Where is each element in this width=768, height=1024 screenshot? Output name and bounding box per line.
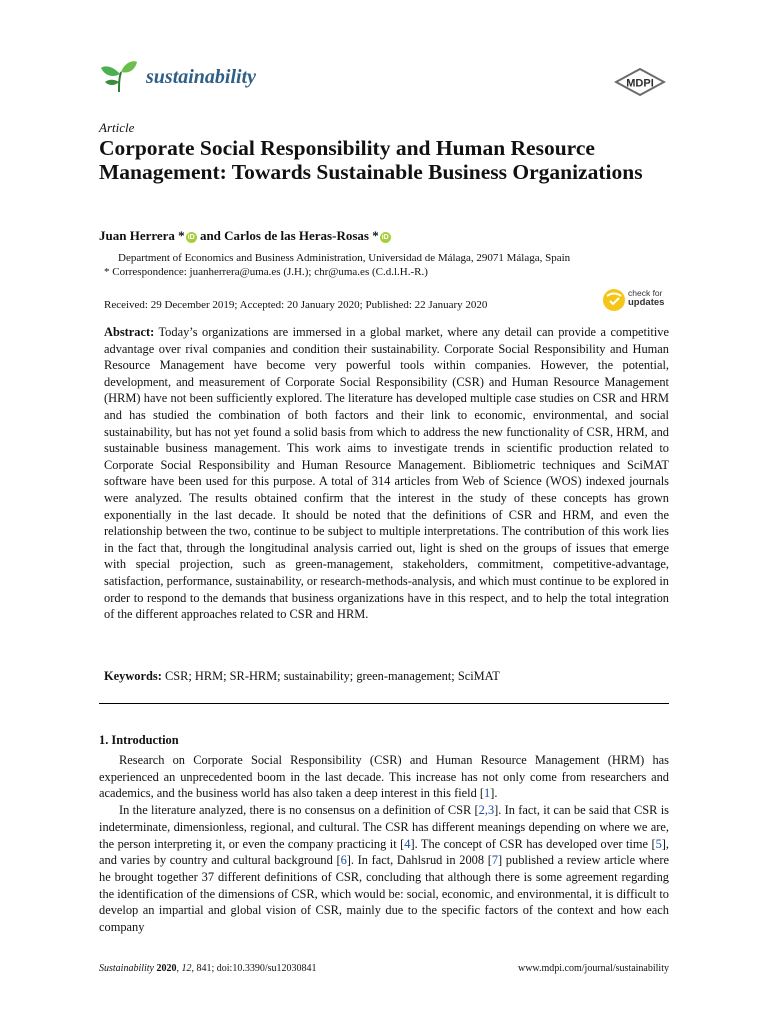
orcid-icon[interactable]: iD bbox=[187, 234, 195, 241]
check-updates-line1: check for bbox=[628, 288, 663, 298]
check-updates-icon bbox=[602, 288, 626, 312]
check-updates-line2: updates bbox=[628, 297, 665, 308]
section-heading: 1. Introduction bbox=[99, 733, 179, 747]
abstract-text: Today’s organizations are immersed in a global market, where any detail can provide a competitive advantage over rival companies and condition their sustainability. Corporate Social Responsibility and Human Resource Management have become very powerful tools within companies. However, the potential, development, and measurement of Corporate Social Responsibility (CSR) and Human Resource Management (HRM) have not been sufficiently explored. The literature has developed multiple case studies on CSR and HRM and has studied the combination of both factors and their link to economic, environmental, and social sustainability, but has not yet found a solid basis from which to address the new functionality of CSR, HRM, and sustainable business management. This work aims to investigate trends in scientific production related to Corporate Social Responsibility and Human Resource Management. Bibliometric techniques and SciMAT software have been used for this purpose. A total of 314 articles from Web of Science (WOS) indexed journals were analyzed. The results obtained confirm that the interest in the study of these concepts has grown exponentially in the last decade. It should be noted that the definitions of CSR and HRM, and even the relationship between the two, continue to be subject to multiple interpretations. The contribution of this work lies in the fact that, through the longitudinal analysis carried out, light is shed on the groups of issues that emerge with special projection, such as green-management, stakeholders, commitment, competitive-advantage, satisfaction, performance, sustainability, or research-methods-analysis, and which must continue to be explored in order to respond to the demands that business organizations have in this respect, and to help the total integration of the different approaches related to CSR and HRM. bbox=[104, 325, 669, 622]
divider bbox=[99, 703, 669, 704]
paragraph: In the literature analyzed, there is no consensus on a definition of CSR [2,3]. In fact, it can be said that CSR is indeterminate, dimensionless, regional, and cultural. The CSR has different meanings depending on where we are, the person interpreting it, or even the company practicing it [4]. The concept of CSR has developed over time [5], and varies by country and cultural background [6]. In fact, Dahlsrud in 2008 [7] published a review article where he brought together 37 different definitions of CSR, concluding that although there is some agreement regarding the identification of the dimensions of CSR, which would be: social, economic, and environmental, it is difficult to develop an impartial and global vision of CSR, mainly due to the specific factors of the context and how each company bbox=[99, 803, 670, 935]
abstract bbox=[104, 324, 669, 623]
publisher-name: MDPI bbox=[626, 77, 654, 90]
check-for-updates-badge[interactable] bbox=[602, 286, 672, 314]
publication-dates: Received: 29 December 2019; Accepted: 20 January 2020; Published: 22 January 2020 bbox=[104, 299, 488, 311]
author-list bbox=[99, 228, 391, 244]
citation-link[interactable]: 1 bbox=[484, 786, 491, 801]
sustainability-logo-icon bbox=[99, 60, 139, 94]
citation-link[interactable]: 6 bbox=[340, 853, 347, 868]
citation-link[interactable]: 2,3 bbox=[478, 803, 495, 818]
article-type: Article bbox=[99, 120, 135, 135]
keywords-text: CSR; HRM; SR-HRM; sustainability; green-management; SciMAT bbox=[164, 669, 500, 683]
abstract-label: Abstract: bbox=[104, 325, 155, 339]
author-2: and Carlos de las Heras-Rosas * bbox=[199, 228, 379, 243]
mdpi-logo-icon bbox=[614, 68, 666, 98]
footer-citation: Sustainability 2020, 12, 841; doi:10.3390/su12030841 bbox=[99, 963, 317, 974]
footer-url[interactable]: www.mdpi.com/journal/sustainability bbox=[517, 963, 669, 974]
orcid-icon[interactable]: iD bbox=[381, 234, 389, 241]
article-title: Corporate Social Responsibility and Human Resource Management: Towards Sustainable Business Organizations bbox=[99, 136, 643, 184]
citation-link[interactable]: 5 bbox=[655, 836, 662, 851]
keywords-label: Keywords: bbox=[104, 669, 162, 683]
paragraph: Research on Corporate Social Responsibility (CSR) and Human Resource Management (HRM) has experienced an unprecedented boom in the last decade. This increase has not only come from researchers and academics, and the business world has also taken a deep interest in this field [1]. bbox=[99, 753, 669, 801]
journal-name: sustainability bbox=[146, 66, 257, 88]
author-1: Juan Herrera * bbox=[99, 228, 185, 243]
introduction-body bbox=[99, 752, 669, 936]
citation-link[interactable]: 7 bbox=[491, 853, 499, 868]
correspondence: * Correspondence: juanherrera@uma.es (J.H.); chr@uma.es (C.d.l.H.-R.) bbox=[104, 266, 428, 278]
citation-link[interactable]: 4 bbox=[404, 836, 411, 851]
affiliation: Department of Economics and Business Administration, Universidad de Málaga, 29071 Málaga, Spain bbox=[118, 252, 571, 264]
keywords bbox=[104, 669, 669, 684]
